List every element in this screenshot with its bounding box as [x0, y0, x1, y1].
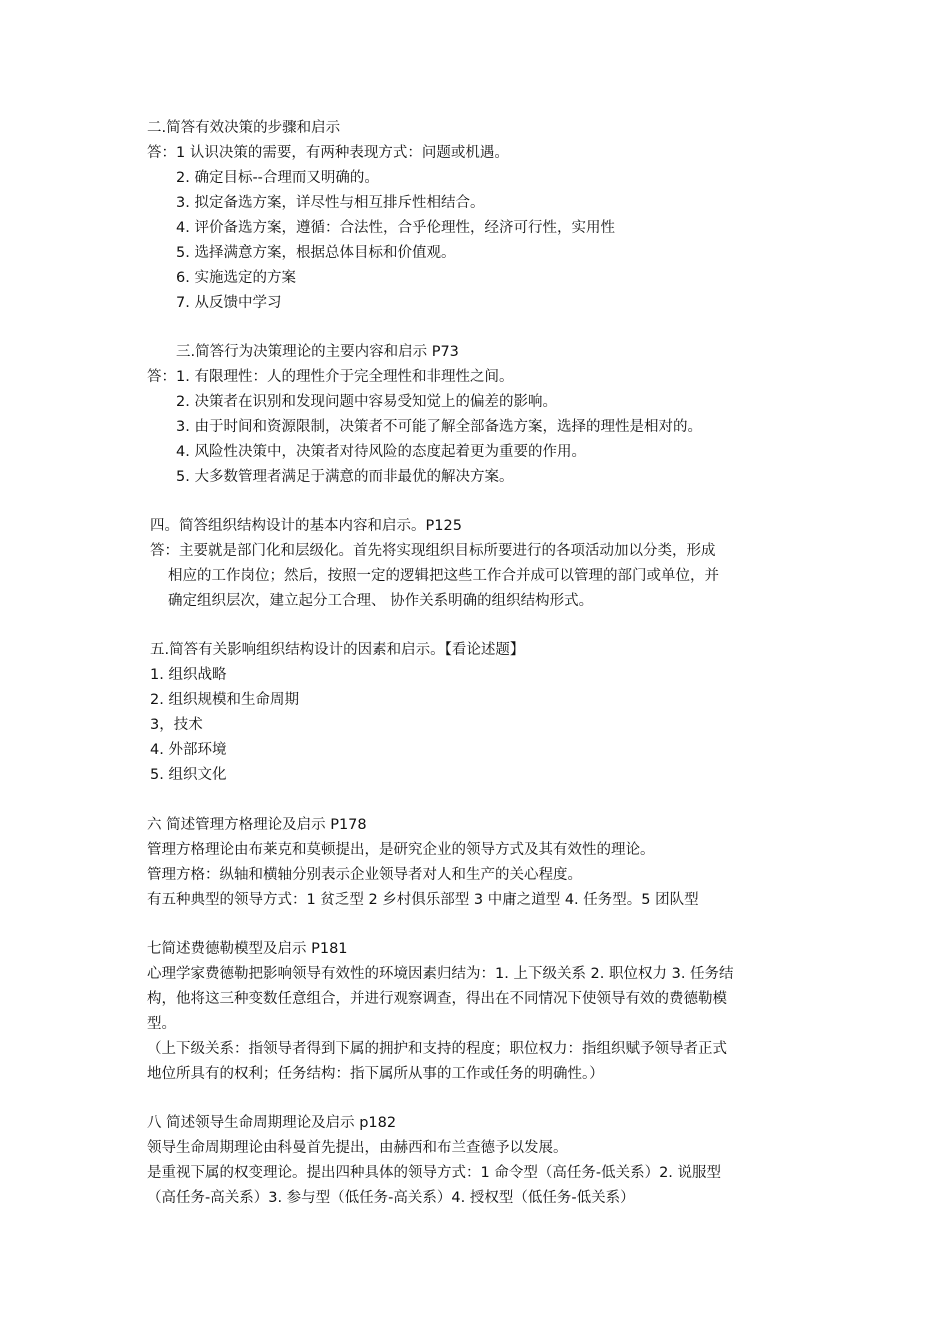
list-item: 3，技术 — [150, 717, 203, 733]
paragraph-line: 领导生命周期理论由科曼首先提出，由赫西和布兰查德予以发展。 — [147, 1140, 568, 1156]
section-4-title: 四。简答组织结构设计的基本内容和启示。P125 — [150, 518, 462, 534]
paragraph-line: 管理方格：纵轴和横轴分别表示企业领导者对人和生产的关心程度。 — [147, 867, 582, 883]
section-5-title: 五.简答有关影响组织结构设计的因素和启示。【看论述题】 — [150, 642, 525, 658]
section-7-title: 七简述费德勒模型及启示 P181 — [147, 941, 348, 957]
section-3-title: 三.简答行为决策理论的主要内容和启示 P73 — [176, 344, 459, 360]
list-item: 3. 由于时间和资源限制，决策者不可能了解全部备选方案，选择的理性是相对的。 — [176, 419, 702, 435]
list-item: 7. 从反馈中学习 — [176, 295, 282, 311]
paragraph-line: 心理学家费德勒把影响领导有效性的环境因素归结为：1. 上下级关系 2. 职位权力 3. 任务结 — [147, 966, 734, 982]
paragraph-line: 是重视下属的权变理论。提出四种具体的领导方式：1 命令型（高任务-低关系）2. 说服型 — [147, 1165, 722, 1181]
section-8-title: 八 简述领导生命周期理论及启示 p182 — [147, 1115, 397, 1131]
section-6-title: 六 简述管理方格理论及启示 P178 — [147, 817, 367, 833]
list-item: 4. 风险性决策中，决策者对待风险的态度起着更为重要的作用。 — [176, 444, 586, 460]
list-item: 2. 确定目标--合理而又明确的。 — [176, 170, 379, 186]
paragraph-line: 有五种典型的领导方式：1 贫乏型 2 乡村俱乐部型 3 中庸之道型 4. 任务型。5 团队型 — [147, 892, 699, 908]
paragraph-line: （高任务-高关系）3. 参与型（低任务-高关系）4. 授权型（低任务-低关系） — [147, 1190, 635, 1206]
list-item: 1. 组织战略 — [150, 667, 227, 683]
list-item: 5. 组织文化 — [150, 767, 227, 783]
paragraph-line: 地位所具有的权利；任务结构：指下属所从事的工作或任务的明确性。） — [147, 1066, 604, 1082]
section-2-title: 二.简答有效决策的步骤和启示 — [147, 120, 341, 136]
list-item: 2. 决策者在识别和发现问题中容易受知觉上的偏差的影响。 — [176, 394, 557, 410]
paragraph-line: 型。 — [147, 1016, 176, 1032]
list-item: 3. 拟定备选方案，详尽性与相互排斥性相结合。 — [176, 195, 485, 211]
paragraph-line: 相应的工作岗位；然后，按照一定的逻辑把这些工作合并成可以管理的部门或单位，并 — [168, 568, 719, 584]
list-item: 6. 实施选定的方案 — [176, 270, 296, 286]
paragraph-line: 答：主要就是部门化和层级化。首先将实现组织目标所要进行的各项活动加以分类，形成 — [150, 543, 716, 559]
list-item: 5. 选择满意方案，根据总体目标和价值观。 — [176, 245, 456, 261]
list-item: 5. 大多数管理者满足于满意的而非最优的解决方案。 — [176, 469, 514, 485]
list-item: 答：1. 有限理性：人的理性介于完全理性和非理性之间。 — [147, 369, 514, 385]
paragraph-line: （上下级关系：指领导者得到下属的拥护和支持的程度；职位权力：指组织赋予领导者正式 — [147, 1041, 727, 1057]
list-item: 答：1 认识决策的需要，有两种表现方式：问题或机遇。 — [147, 145, 509, 161]
paragraph-line: 管理方格理论由布莱克和莫顿提出，是研究企业的领导方式及其有效性的理论。 — [147, 842, 655, 858]
list-item: 4. 评价备选方案，遵循：合法性，合乎伦理性，经济可行性，实用性 — [176, 220, 615, 236]
paragraph-line: 确定组织层次，建立起分工合理、 协作关系明确的组织结构形式。 — [168, 593, 594, 609]
list-item: 4. 外部环境 — [150, 742, 227, 758]
list-item: 2. 组织规模和生命周期 — [150, 692, 299, 708]
paragraph-line: 构，他将这三种变数任意组合，并进行观察调查，得出在不同情况下使领导有效的费德勒模 — [147, 991, 727, 1007]
